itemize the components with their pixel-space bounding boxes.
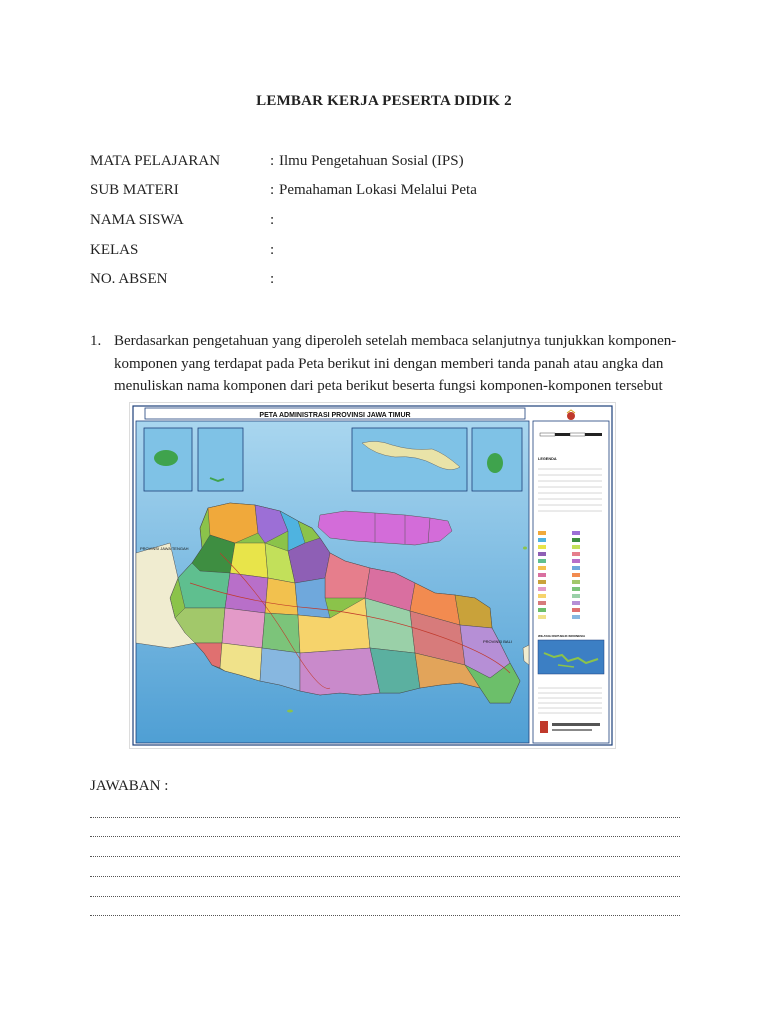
question-line: menuliskan nama komponen dari peta berikut beserta fungsi komponen-komponen tersebut [114, 378, 663, 394]
field-label: NO. ABSEN [90, 271, 168, 287]
answer-line[interactable] [90, 816, 680, 818]
field-value: Pemahaman Lokasi Melalui Peta [279, 182, 477, 198]
field-separator: : [270, 182, 275, 198]
map-image [130, 403, 615, 748]
question-text [114, 330, 684, 398]
inset-heading: WILAYAH REPUBLIK INDONESIA [538, 634, 586, 638]
map-title: PETA ADMINISTRASI PROVINSI JAWA TIMUR [259, 412, 411, 419]
field-separator: : [270, 242, 275, 258]
legend-heading: LEGENDA [538, 457, 557, 461]
field-value: Ilmu Pengetahuan Sosial (IPS) [279, 153, 464, 169]
field-separator: : [270, 153, 275, 169]
answer-line[interactable] [90, 835, 680, 837]
question-line: komponen yang terdapat pada Peta berikut ini dengan memberi tanda panah atau angka dan [114, 355, 664, 372]
answer-line[interactable] [90, 914, 680, 916]
indonesia-inset [538, 640, 604, 674]
inset-map [198, 428, 243, 491]
field-label: NAMA SISWA [90, 212, 184, 228]
answer-label: JAWABAN : [90, 778, 169, 794]
answer-line[interactable] [90, 895, 680, 897]
question-number: 1. [90, 333, 102, 349]
field-separator: : [270, 271, 275, 287]
answer-line[interactable] [90, 875, 680, 877]
label-east-province: PROVINSI BALI [483, 639, 512, 644]
field-label: KELAS [90, 242, 139, 258]
field-separator: : [270, 212, 275, 228]
field-label: SUB MATERI [90, 182, 179, 198]
east-java-admin-map [130, 403, 615, 748]
worksheet-title: LEMBAR KERJA PESERTA DIDIK 2 [256, 93, 512, 109]
question-line: Berdasarkan pengetahuan yang diperoleh setelah membaca selanjutnya tunjukkan komponen- [114, 333, 677, 349]
answer-line[interactable] [90, 855, 680, 857]
field-label: MATA PELAJARAN [90, 153, 221, 169]
label-west-province: PROVINSI JAWA TENGAH [140, 546, 189, 551]
